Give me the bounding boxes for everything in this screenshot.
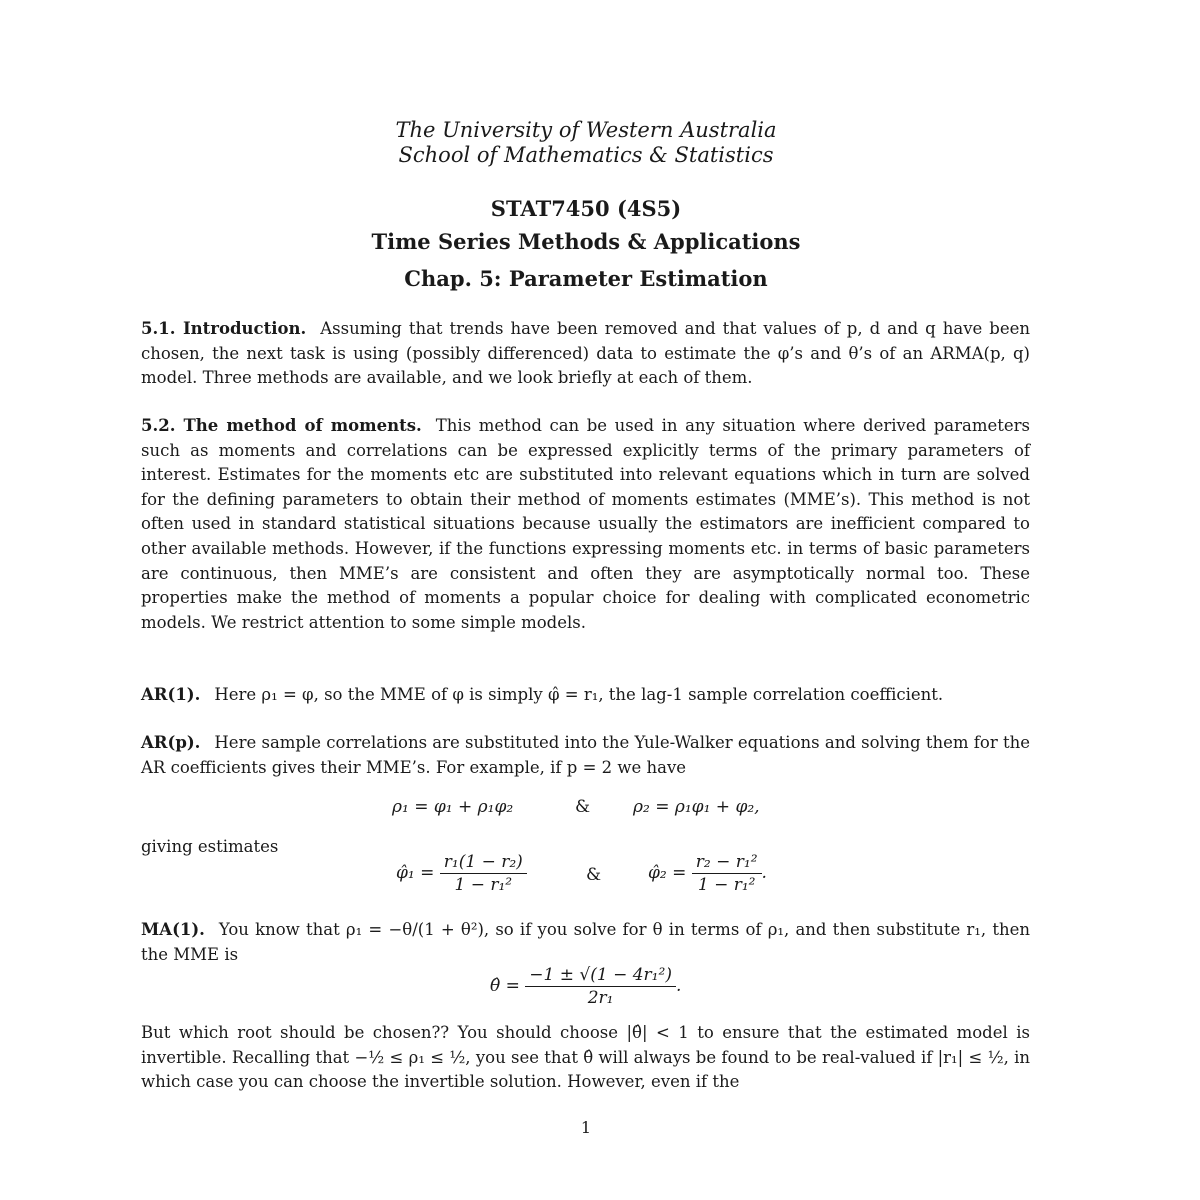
- phi1-denominator: 1 − r₁²: [454, 875, 513, 895]
- yule-walker-eq-1: ρ₁ = φ₁ + ρ₁φ₂: [392, 797, 514, 817]
- page-number: 1: [580, 1118, 592, 1137]
- theta-numerator: −1 ± √(1 − 4r₁²): [525, 965, 676, 987]
- eq-ampersand: &: [575, 797, 591, 817]
- phi2-numerator: r₂ − r₁²: [692, 852, 762, 874]
- yule-walker-eq-2: ρ₂ = ρ₁φ₁ + φ₂,: [633, 797, 760, 817]
- phi2-estimate-equation: [648, 852, 767, 895]
- theta-lhs: θ̂ =: [490, 976, 520, 996]
- arp-paragraph: [141, 731, 1030, 780]
- ma1-heading: MA(1).: [141, 920, 205, 939]
- ar1-paragraph: [141, 683, 1030, 708]
- arp-heading: AR(p).: [141, 733, 201, 752]
- giving-estimates-text: giving estimates: [141, 837, 279, 856]
- chapter-title: Chap. 5: Parameter Estimation: [404, 266, 768, 291]
- moments-paragraph: [141, 414, 1030, 635]
- ma1-paragraph: [141, 918, 1030, 967]
- course-title: Time Series Methods & Applications: [371, 229, 801, 254]
- arp-text: Here sample correlations are substituted into the Yule-Walker equations and solving them for the AR coefficients gives their MME’s. For example, if p = 2 we have: [141, 733, 1030, 777]
- ma1-text: You know that ρ₁ = −θ/(1 + θ²), so if you solve for θ in terms of ρ₁, and then substitute r₁, then the MME is: [141, 920, 1030, 964]
- course-code: STAT7450 (4S5): [490, 196, 682, 221]
- intro-heading: 5.1. Introduction.: [141, 319, 307, 338]
- theta-denominator: 2r₁: [587, 988, 614, 1008]
- ar1-heading: AR(1).: [141, 685, 201, 704]
- theta-estimate-equation: [490, 965, 681, 1008]
- moments-text: This method can be used in any situation where derived parameters such as moments and correlations can be expressed explicitly terms of the primary parameters of interest. Estimates for the moments etc are substituted into relevant equations which in turn are solved for the defining parameters to obtain their method of moments estimates (MME’s). This method is not often used in standard statistical situations because usually the estimators are inefficient compared to other available methods. However, if the functions expressing moments etc. in terms of basic parameters are continuous, then MME’s are consistent and often they are asymptotically normal too. These properties make the method of moments a popular choice for dealing with complicated econometric models. We restrict attention to some simple models.: [141, 416, 1031, 632]
- phi2-denominator: 1 − r₁²: [697, 875, 756, 895]
- phi1-lhs: φ̂₁ =: [396, 863, 435, 883]
- intro-paragraph: [141, 317, 1030, 391]
- school-name: School of Mathematics & Statistics: [398, 143, 774, 167]
- intro-text: Assuming that trends have been removed and that values of p, d and q have been chosen, the next task is using (possibly differenced) data to estimate the φ’s and θ’s of an ARMA(p, q) model. Three methods are available, and we look briefly at each of them.: [141, 319, 1031, 388]
- phi2-fraction: [692, 852, 762, 895]
- eq-ampersand-2: &: [586, 865, 602, 885]
- root-choice-paragraph: But which root should be chosen?? You should choose |θ̂| < 1 to ensure that the estimated model is invertible. Recalling that −½ ≤ ρ₁ ≤ ½, you see that θ̂ will always be found to be real-valued if |r₁| ≤ ½, in which case you can choose the invertible solution. However, even if the: [141, 1023, 1030, 1092]
- university-name: The University of Western Australia: [395, 118, 777, 142]
- phi1-numerator: r₁(1 − r₂): [440, 852, 527, 874]
- theta-fraction: [525, 965, 676, 1008]
- phi2-period: .: [761, 863, 767, 883]
- phi2-lhs: φ̂₂ =: [648, 863, 687, 883]
- theta-period: .: [675, 976, 682, 996]
- phi1-estimate-equation: [396, 852, 527, 895]
- phi1-fraction: [440, 852, 527, 895]
- ar1-text: Here ρ₁ = φ, so the MME of φ is simply φ̂ = r₁, the lag-1 sample correlation coefficient.: [214, 685, 944, 704]
- moments-heading: 5.2. The method of moments.: [141, 416, 422, 435]
